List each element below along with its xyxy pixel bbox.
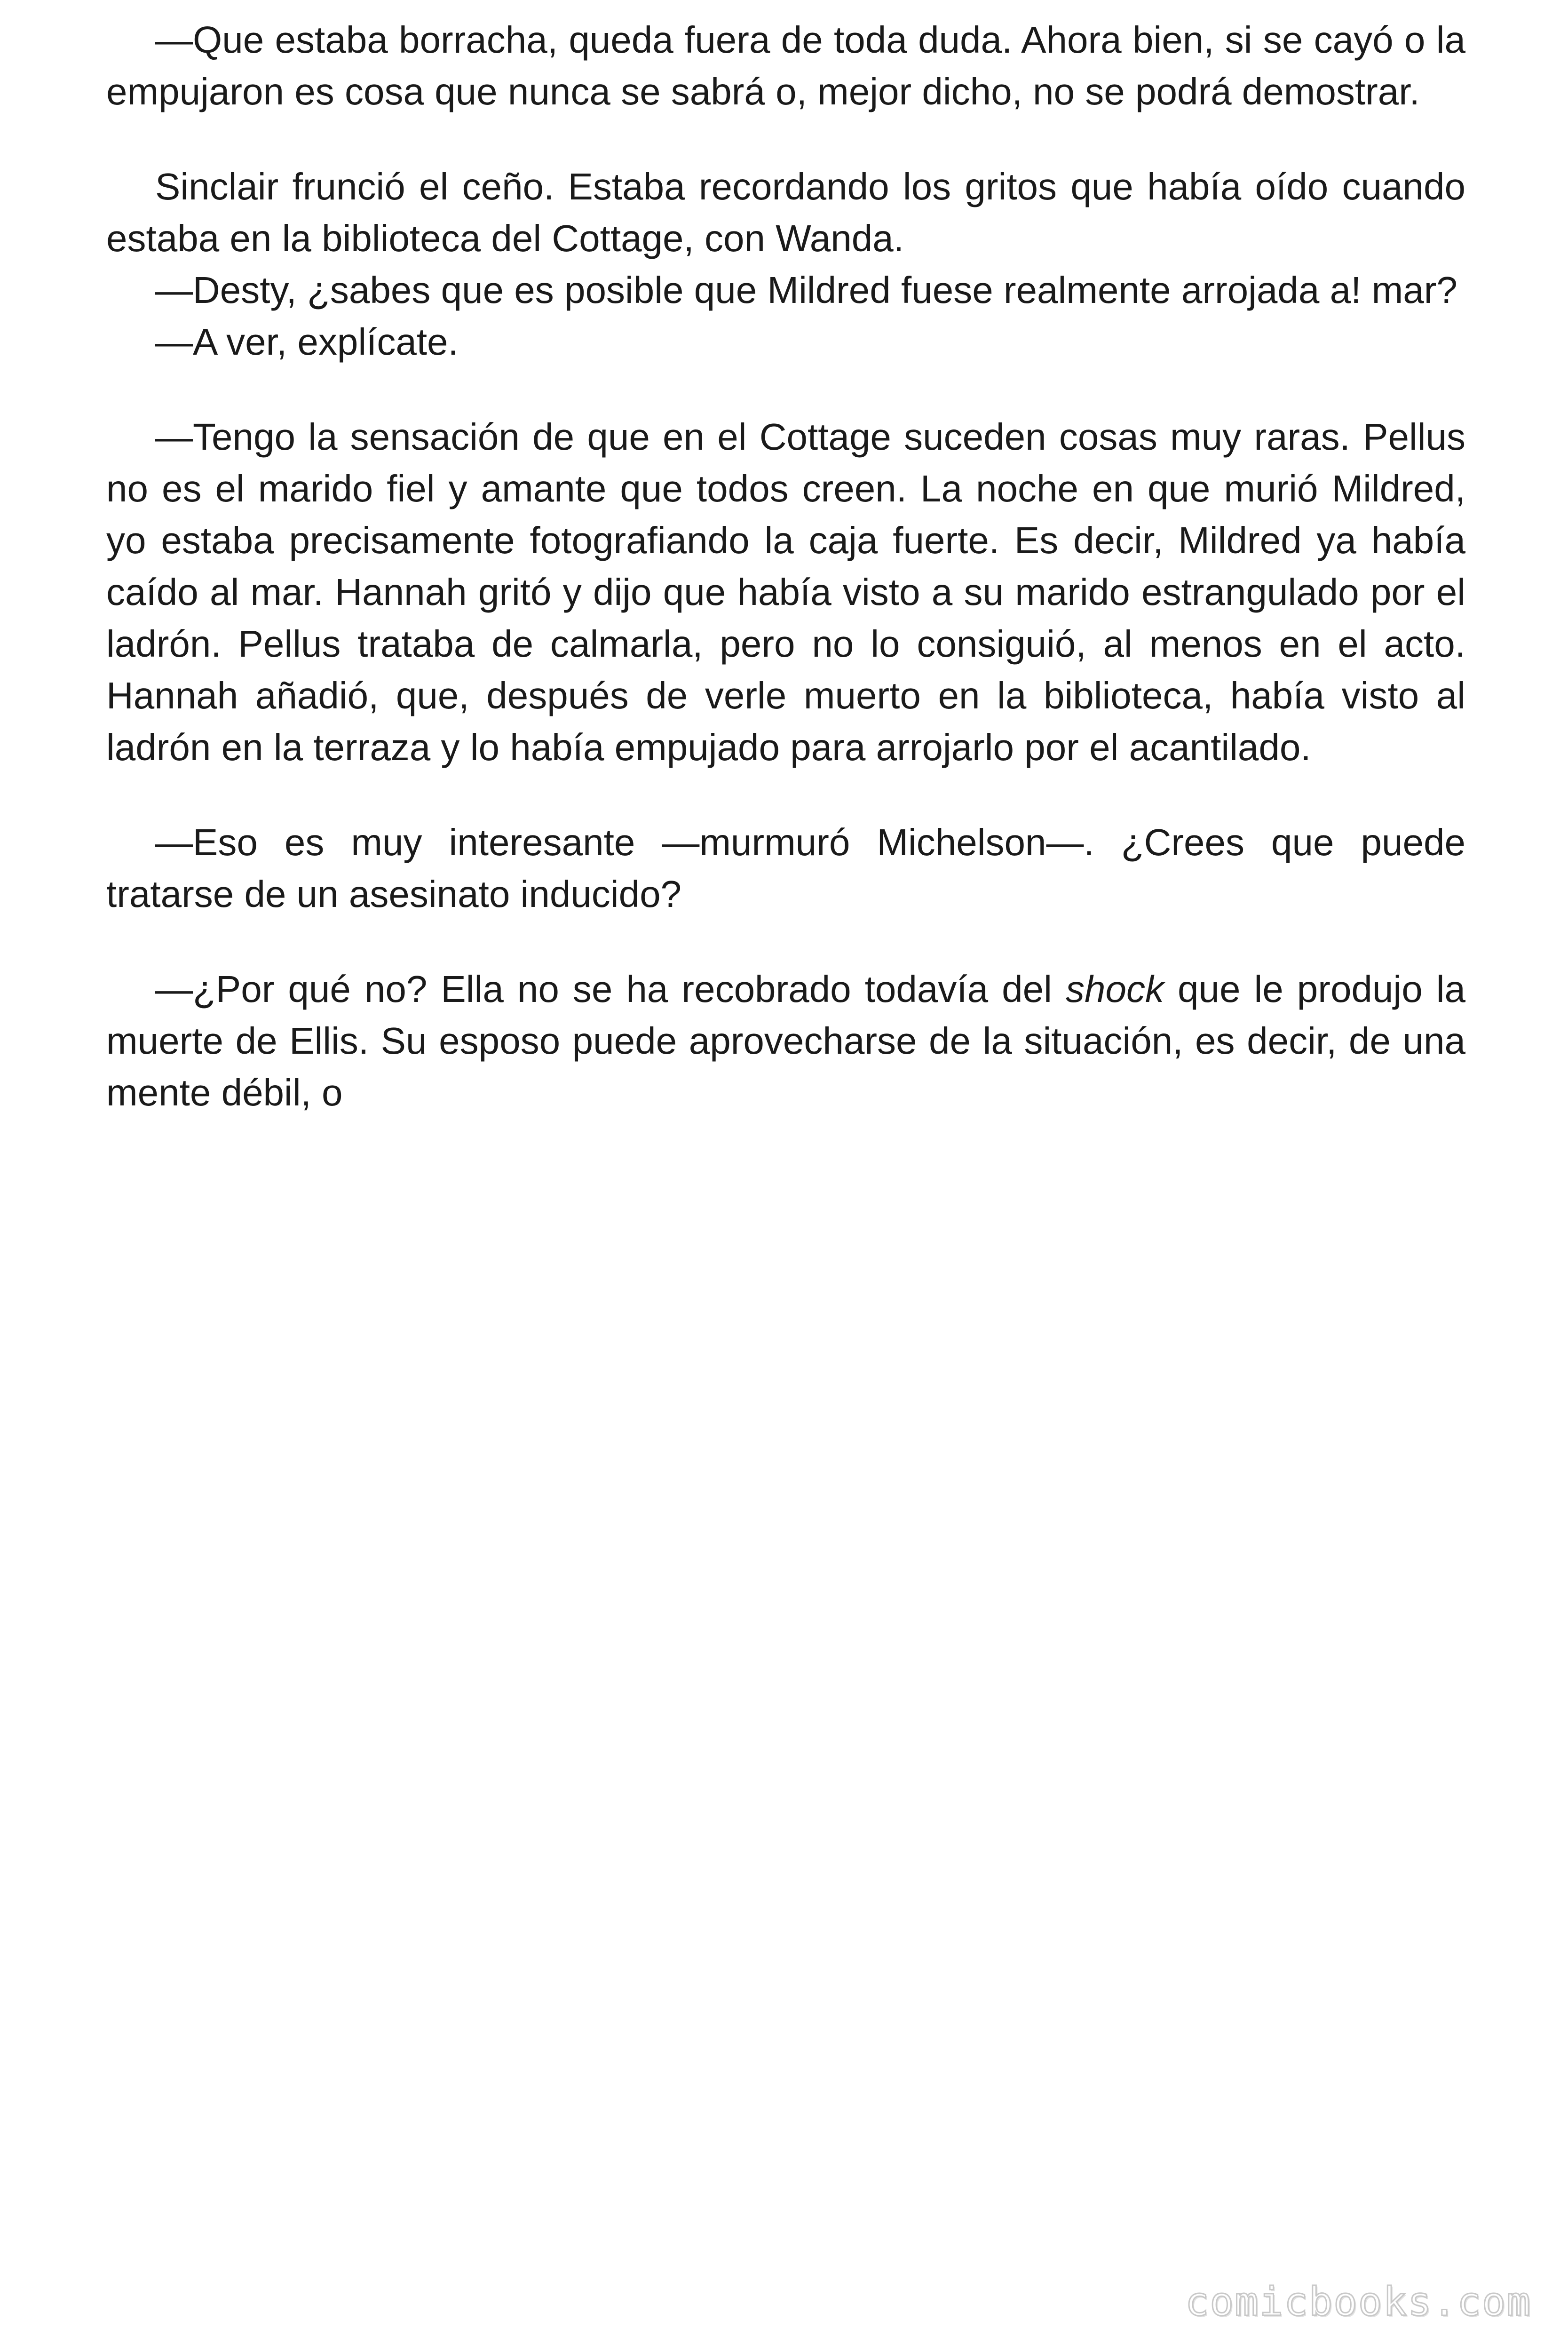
- paragraph-1: —Que estaba borracha, queda fuera de toda duda. Ahora bien, si se cayó o la empujaron es cosa que nunca se sabrá o, mejor dicho, no se podrá demostrar.: [106, 19, 1465, 112]
- paragraph-7-italic-word: shock: [1065, 968, 1164, 1010]
- paragraph-5: —Tengo la sensación de que en el Cottage suceden cosas muy raras. Pellus no es el marido fiel y amante que todos creen. La noche en que murió Mildred, yo estaba precisamente fotografiando la caja fuerte. Es decir, Mildred ya había caído al mar. Hannah gritó y dijo que había visto a su marido estrangulado por el ladrón. Pellus trataba de calmarla, pero no lo consiguió, al menos en el acto. Hannah añadió, que, después de verle muerto en la biblioteca, había visto al ladrón en la terraza y lo había empujado para arrojarlo por el acantilado.: [106, 416, 1465, 768]
- paragraph-7: [106, 963, 1465, 1119]
- text-body: [106, 14, 1465, 1162]
- paragraph-2: Sinclair frunció el ceño. Estaba recordando los gritos que había oído cuando estaba en la biblioteca del Cottage, con Wanda.: [106, 166, 1465, 259]
- paragraph-7-text-after: que le produjo la muerte de Ellis. Su esposo puede aprovecharse de la situación, es decir, de una mente débil, o: [106, 968, 1465, 1113]
- paragraph-7-text-before: —¿Por qué no? Ella no se ha recobrado todavía del: [155, 968, 1066, 1010]
- paragraph-4: —A ver, explícate.: [155, 321, 459, 363]
- watermark: comicbooks.com: [1185, 2279, 1531, 2325]
- paragraph-6: —Eso es muy interesante —murmuró Michelson—. ¿Crees que puede tratarse de un asesinato inducido?: [106, 821, 1465, 915]
- paragraph-3: —Desty, ¿sabes que es posible que Mildred fuese realmente arrojada a! mar?: [155, 269, 1457, 311]
